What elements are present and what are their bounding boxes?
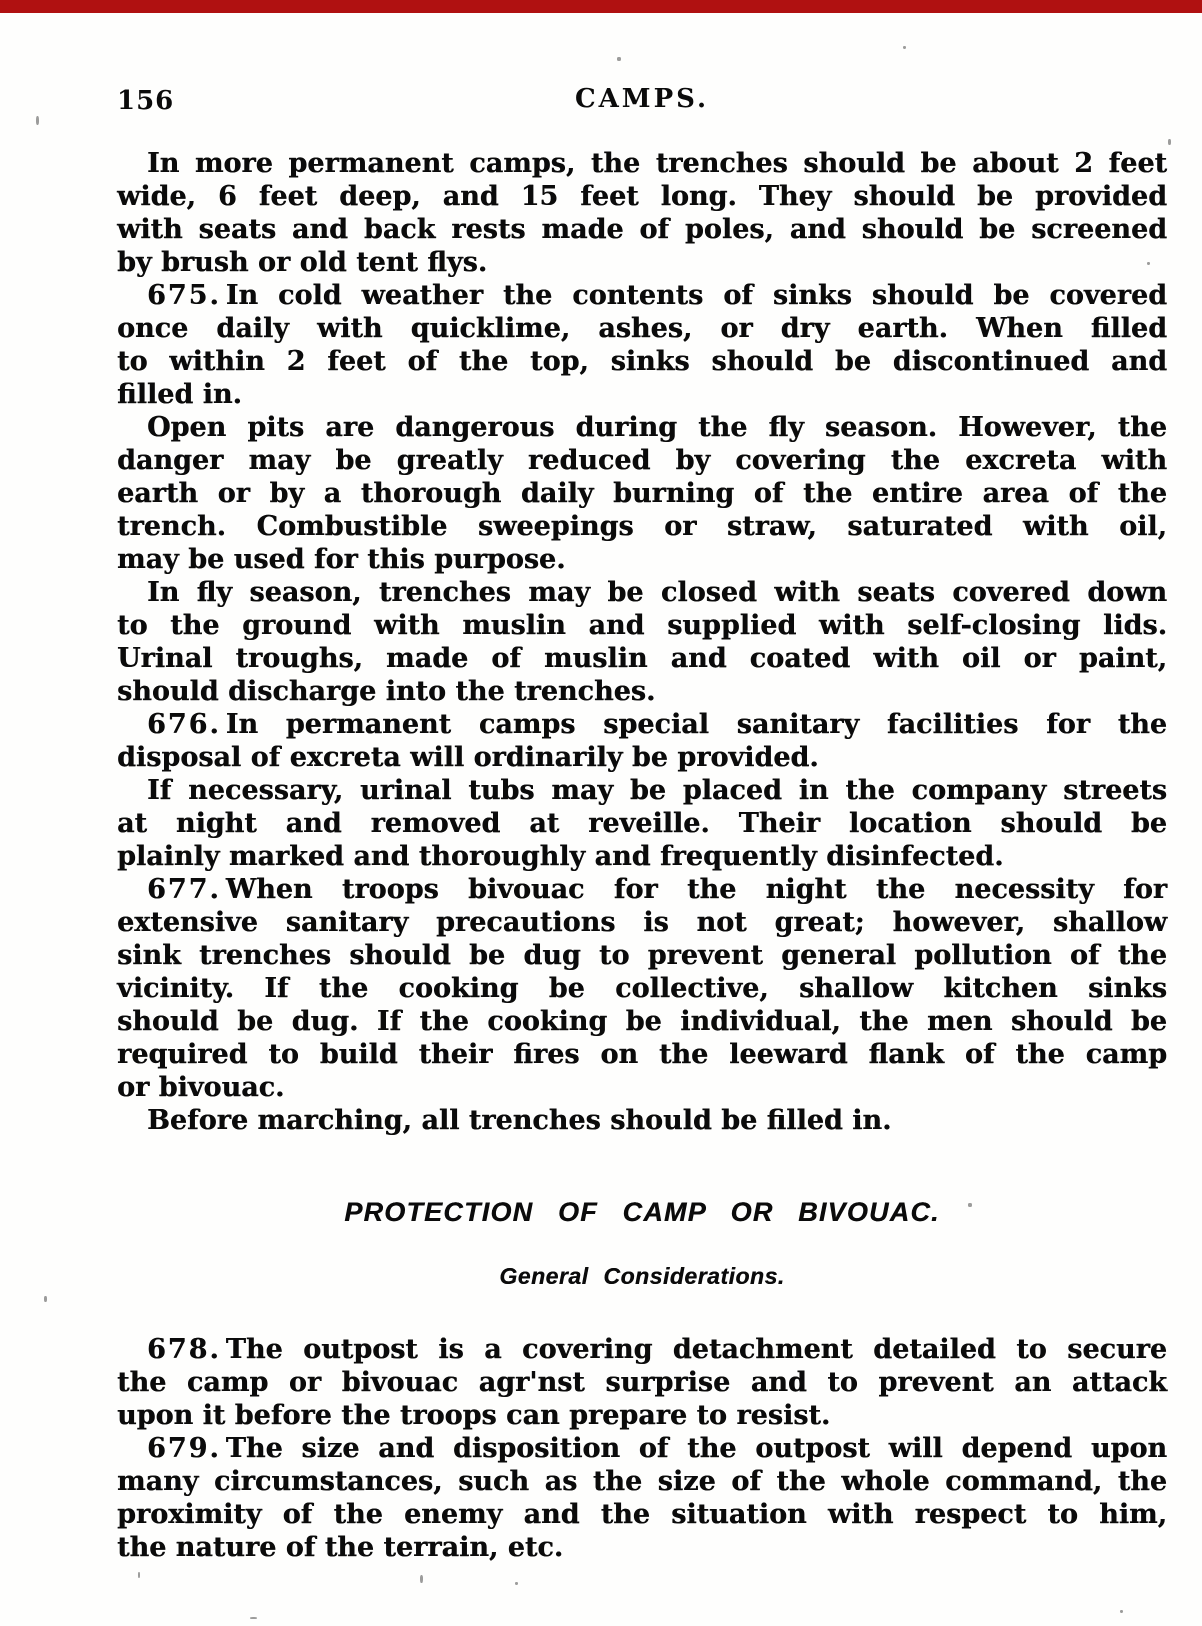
text-line: should be dug. If the cooking be individual, the men should be: [117, 1006, 1167, 1037]
scan-speck: [36, 116, 39, 125]
sub-heading: General Considerations.: [499, 1263, 785, 1289]
text-line: proximity of the enemy and the situation with respect to him,: [117, 1499, 1167, 1530]
scan-speck: [138, 1572, 140, 1578]
paragraph: [117, 576, 1167, 708]
text-line: many circumstances, such as the size of the whole command, the: [117, 1466, 1167, 1497]
paragraph: [117, 279, 1167, 411]
text-line: filled in.: [117, 379, 242, 410]
page-number: 156: [117, 86, 175, 116]
paragraph: [117, 774, 1167, 873]
paragraph: [117, 873, 1167, 1104]
text-line: 678. The outpost is a covering detachment detailed to secure: [147, 1334, 1167, 1365]
text-line: 677. When troops bivouac for the night the necessity for: [147, 874, 1167, 905]
text-line: Urinal troughs, made of muslin and coated with oil or paint,: [117, 643, 1167, 674]
text-line: with seats and back rests made of poles, and should be screened: [117, 214, 1167, 245]
text-line: at night and removed at reveille. Their location should be: [117, 808, 1167, 839]
text-line: plainly marked and thoroughly and frequently disinfected.: [117, 841, 1004, 872]
text-line: should discharge into the trenches.: [117, 676, 656, 707]
paragraph: [117, 411, 1167, 576]
text-line: Open pits are dangerous during the fly season. However, the: [147, 412, 1167, 443]
paragraph: [117, 1432, 1167, 1564]
text-line: danger may be greatly reduced by covering the excreta with: [117, 445, 1167, 476]
paragraph-number: 675.: [147, 280, 221, 311]
paragraph-number: 676.: [147, 709, 221, 740]
text-line: sink trenches should be dug to prevent general pollution of the: [117, 940, 1167, 971]
text-line: or bivouac.: [117, 1072, 285, 1103]
text-line: 676. In permanent camps special sanitary facilities for the: [147, 709, 1167, 740]
text-line: extensive sanitary precautions is not great; however, shallow: [117, 907, 1167, 938]
text-line: 675. In cold weather the contents of sinks should be covered: [147, 280, 1167, 311]
text-line: to the ground with muslin and supplied with self-closing lids.: [117, 610, 1167, 641]
text-line: Before marching, all trenches should be filled in.: [147, 1105, 892, 1136]
text-line: 679. The size and disposition of the outpost will depend upon: [147, 1433, 1167, 1464]
text-line: If necessary, urinal tubs may be placed in the company streets: [147, 775, 1167, 806]
scan-speck: [44, 1296, 47, 1302]
scan-edge-bar: [0, 0, 1202, 13]
paragraph: [117, 147, 1167, 279]
scan-speck: [420, 1575, 423, 1583]
scan-speck: [1147, 262, 1150, 265]
scan-speck: [968, 1203, 972, 1207]
text-line: required to build their fires on the leeward flank of the camp: [117, 1039, 1167, 1070]
scan-speck: [903, 46, 906, 49]
text-line: to within 2 feet of the top, sinks should be discontinued and: [117, 346, 1167, 377]
paragraph: [117, 1104, 1167, 1137]
scan-speck: [515, 1582, 518, 1585]
scan-speck: [1168, 139, 1171, 145]
text-line: upon it before the troops can prepare to resist.: [117, 1400, 831, 1431]
scan-speck: [617, 57, 621, 61]
text-line: the nature of the terrain, etc.: [117, 1532, 564, 1563]
text-line: wide, 6 feet deep, and 15 feet long. They should be provided: [117, 181, 1167, 212]
paragraph-number: 677.: [147, 874, 221, 905]
text-line: In more permanent camps, the trenches should be about 2 feet: [147, 148, 1167, 179]
text-line: In fly season, trenches may be closed with seats covered down: [147, 577, 1167, 608]
text-line: may be used for this purpose.: [117, 544, 566, 575]
paragraph-number: 679.: [147, 1433, 221, 1464]
text-line: trench. Combustible sweepings or straw, saturated with oil,: [117, 511, 1167, 542]
scan-speck: [250, 1617, 257, 1619]
text-line: the camp or bivouac agr'nst surprise and to prevent an attack: [117, 1367, 1167, 1398]
scan-speck: [1120, 1610, 1123, 1613]
running-title: CAMPS.: [574, 84, 710, 114]
text-line: earth or by a thorough daily burning of the entire area of the: [117, 478, 1167, 509]
text-line: by brush or old tent flys.: [117, 247, 488, 278]
paragraph: [117, 708, 1167, 774]
text-line: disposal of excreta will ordinarily be provided.: [117, 742, 819, 773]
section-heading: PROTECTION OF CAMP OR BIVOUAC.: [344, 1197, 940, 1227]
paragraph-number: 678.: [147, 1334, 221, 1365]
paragraph: [117, 1333, 1167, 1432]
text-line: once daily with quicklime, ashes, or dry earth. When filled: [117, 313, 1167, 344]
text-column: [117, 147, 1167, 1564]
text-line: vicinity. If the cooking be collective, shallow kitchen sinks: [117, 973, 1167, 1004]
